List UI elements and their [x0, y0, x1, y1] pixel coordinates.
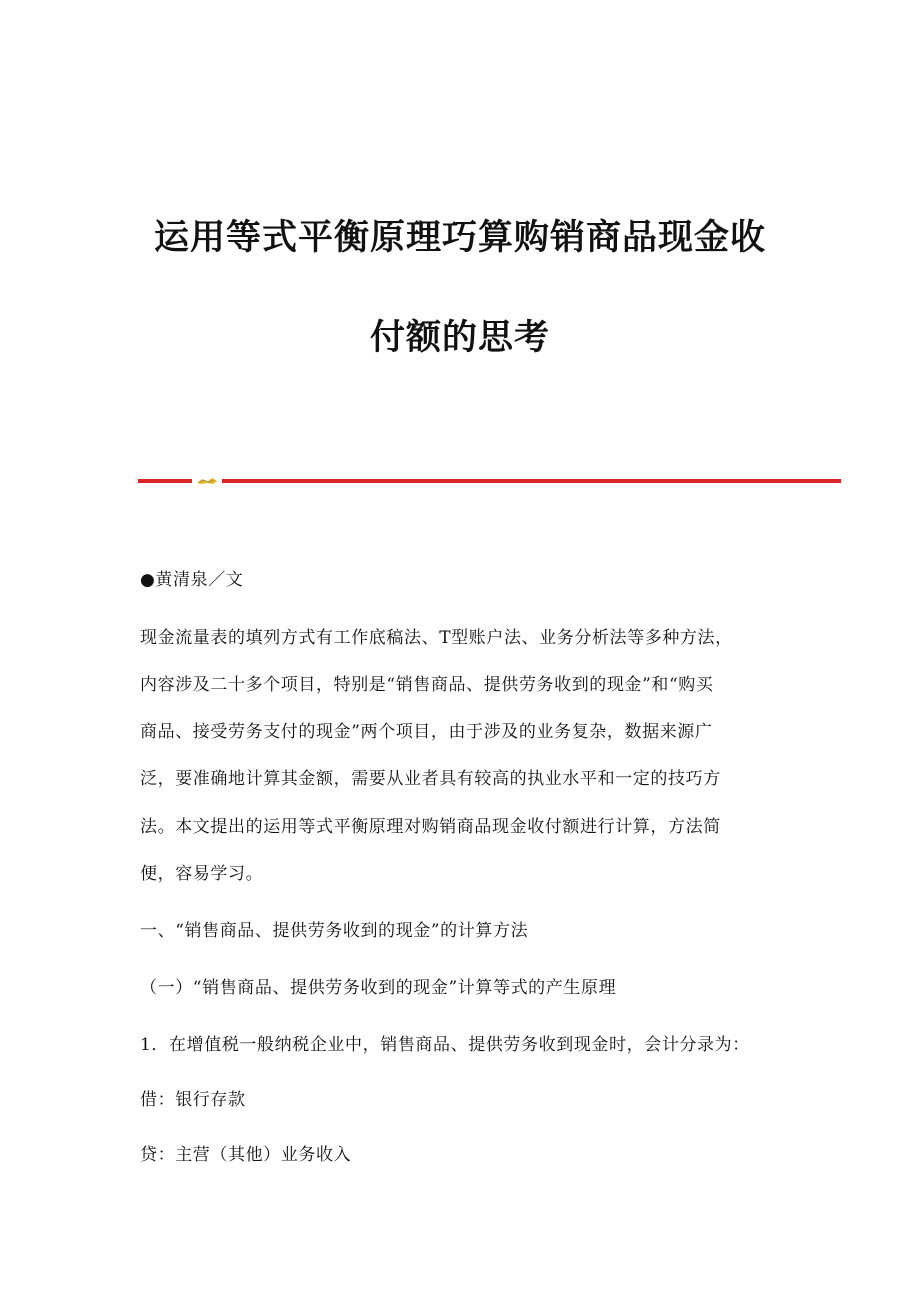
- subsection-heading: （一）“销售商品、提供劳务收到的现金”计算等式的产生原理: [140, 978, 617, 998]
- paragraph-line: 内容涉及二十多个项目，特别是“销售商品、提供劳务收到的现金”和“购买: [140, 675, 714, 695]
- paragraph-line: 便，容易学习。: [140, 864, 264, 884]
- title-line-1: 运用等式平衡原理巧算购销商品现金收: [153, 217, 766, 258]
- numbered-item-1: 1．在增值税一般纳税企业中，销售商品、提供劳务收到现金时，会计分录为：: [140, 1035, 750, 1055]
- paragraph-line: 法。本文提出的运用等式平衡原理对购销商品现金收付额进行计算，方法简: [140, 817, 721, 837]
- paragraph-line: 泛，要准确地计算其金额，需要从业者具有较高的执业水平和一定的技巧方: [140, 769, 721, 789]
- title-divider: [138, 477, 841, 485]
- title-line-2: 付额的思考: [369, 317, 550, 358]
- section-heading: 一、“销售商品、提供劳务收到的现金”的计算方法: [140, 921, 529, 941]
- paragraph-line: 商品、接受劳务支付的现金”两个项目，由于涉及的业务复杂，数据来源广: [140, 722, 713, 742]
- journal-credit-line: 贷：主营（其他）业务收入: [140, 1145, 352, 1165]
- divider-bar-right: [222, 479, 841, 483]
- paragraph-line: 现金流量表的填列方式有工作底稿法、T型账户法、业务分析法等多种方法，: [140, 628, 733, 648]
- divider-ornament-icon: [196, 477, 218, 485]
- journal-debit-line: 借：银行存款: [140, 1090, 246, 1110]
- divider-bar-left: [138, 479, 192, 483]
- author-byline: ●黄清泉／文: [140, 570, 244, 590]
